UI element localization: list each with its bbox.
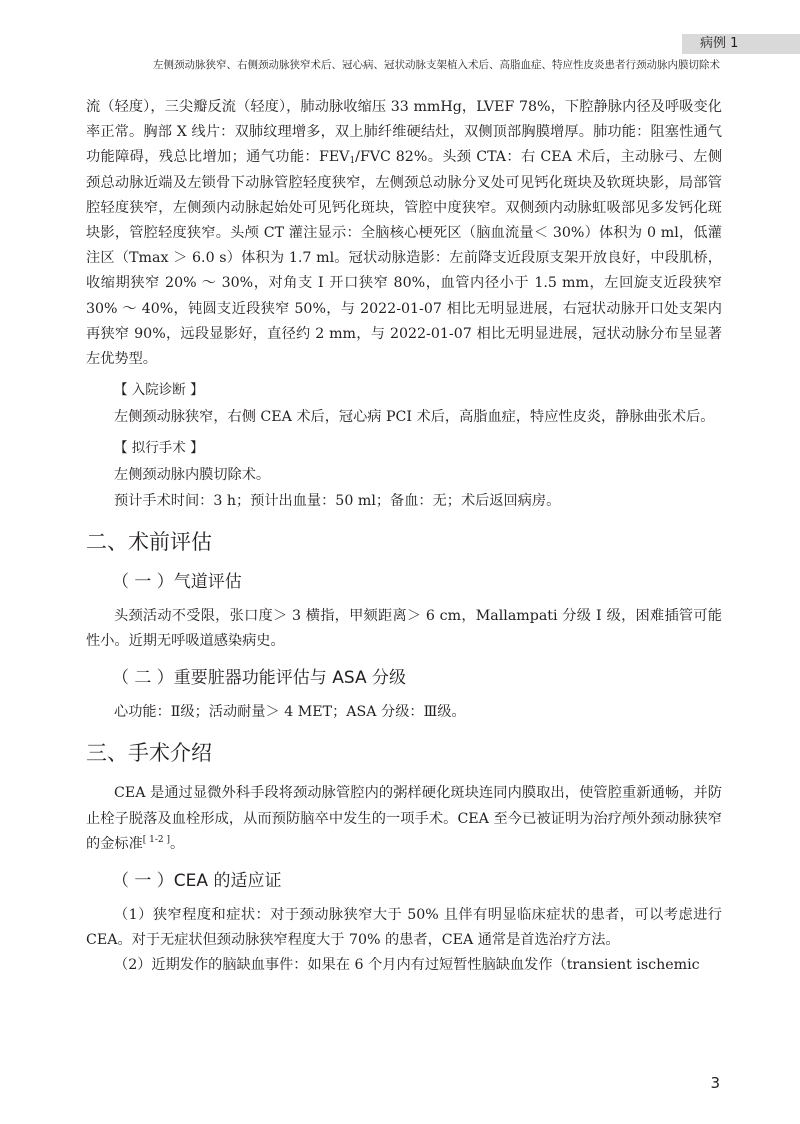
indication-item-1: （1）狭窄程度和症状：对于颈动脉狭窄大于 50% 且伴有明显临床症状的患者，可以考虑进行 CEA。对于无症状但颈动脉狭窄程度大于 70% 的患者，CEA 通常是首选治疗方法。 [86, 907, 722, 949]
admission-diagnosis-label: 【 入院诊断 】 [114, 382, 204, 399]
page-number: 3 [710, 1074, 720, 1092]
exam-text-a: 流（轻度），三尖瓣反流（轻度），肺动脉收缩压 33 mmHg，LVEF 78%，下腔静脉内径及呼吸变化率正常。胸部 X 线片：双肺纹理增多，双上肺纤维硬结灶，双侧顶部胸膜增厚。肺功能：阻塞性通气功能障碍，残总比增加；通气功能：FEV [86, 99, 722, 166]
section-preop-assessment-heading: 二、术前评估 [86, 529, 212, 554]
case-label: 病例 1 [700, 36, 739, 51]
fev-subscript: 1 [349, 156, 356, 167]
planned-surgery-details: 预计手术时间：3 h；预计出血量：50 ml；备血：无；术后返回病房。 [114, 492, 561, 509]
section-surgery-intro-heading: 三、手术介绍 [86, 741, 212, 766]
cea-intro-text: CEA 是通过显微外科手段将颈动脉管腔内的粥样硬化斑块连同内膜取出，使管腔重新通畅，并防止栓子脱落及血栓形成，从而预防脑卒中发生的一项手术。CEA 至今已被证明为治疗颅外颈动脉狭窄的金标准 [86, 785, 722, 852]
indication-item-2: （2）近期发作的脑缺血事件：如果在 6 个月内有过短暂性脑缺血发作（transient ischemic [114, 957, 700, 974]
running-title: 左侧颈动脉狭窄、右侧颈动脉狭窄术后、冠心病、冠状动脉支架植入术后、高脂血症、特应性皮炎患者行颈动脉内膜切除术 [153, 59, 720, 71]
planned-surgery-label: 【 拟行手术 】 [114, 440, 204, 457]
cea-intro-end: 。 [170, 835, 185, 852]
subsection-organ-asa-heading: （ 二 ）重要脏器功能评估与 ASA 分级 [112, 668, 406, 689]
airway-assessment-text: 头颈活动不受限，张口度＞ 3 横指，甲颏距离＞ 6 cm，Mallampati 分级 Ⅰ 级，困难插管可能性小。近期无呼吸道感染病史。 [86, 607, 722, 650]
citation-ref: [ 1-2 ] [142, 834, 171, 845]
exam-text-b: /FVC 82%。头颈 CTA：右 CEA 术后，主动脉弓、左侧颈总动脉近端及左锁骨下动脉管腔轻度狭窄，左侧颈总动脉分叉处可见钙化斑块及软斑块影，局部管腔轻度狭窄，左侧颈内动脉起始处可见钙化斑块，管腔中度狭窄。双侧颈内动脉虹吸部见多发钙化斑块影，管腔轻度狭窄。头颅 CT 灌注显示：全脑核心梗死区（脑血流量＜ 30%）体积为 0 ml，低灌注区（Tmax ＞ 6.0 s）体积为 1.7 ml。冠状动脉造影：左前降支近段原支架开放良好，中段肌桥，收缩期狭窄 20% ～ 30%，对角支 Ⅰ 开口狭窄 80%，血管内径小于 1.5 mm，左回旋支近段狭窄 30% ～ 40%，钝圆支近段狭窄 50%，与 2022-01-07 相比无明显进展，右冠状动脉开口处支架内再狭窄 90%，远段显影好，直径约 2 mm，与 2022-01-07 相比无明显进展，冠状动脉分布呈显著左优势型。 [86, 149, 723, 368]
subsection-cea-indications-heading: （ 一 ）CEA 的适应证 [112, 871, 282, 892]
exam-paragraph [86, 95, 722, 372]
page-content [86, 95, 722, 979]
planned-surgery-text: 左侧颈动脉内膜切除术。 [114, 467, 271, 484]
subsection-airway-heading: （ 一 ）气道评估 [112, 571, 242, 592]
case-label-tab [682, 34, 800, 54]
admission-diagnosis-text: 左侧颈动脉狭窄，右侧 CEA 术后，冠心病 PCI 术后，高脂血症，特应性皮炎，静脉曲张术后。 [114, 409, 715, 426]
cea-intro-paragraph [86, 781, 722, 857]
organ-function-text: 心功能：Ⅱ级；活动耐量＞ 4 MET；ASA 分级：Ⅲ级。 [114, 704, 466, 721]
